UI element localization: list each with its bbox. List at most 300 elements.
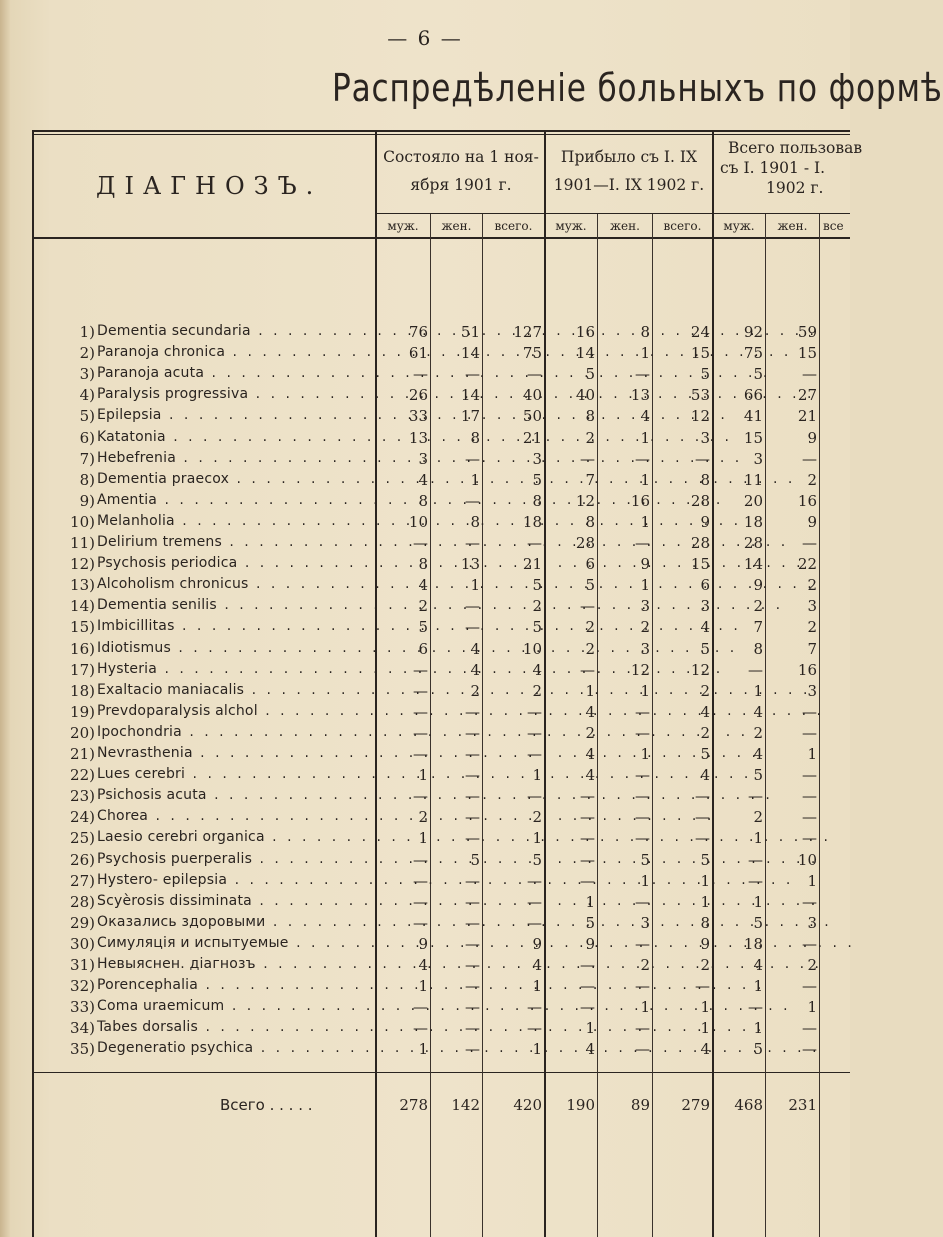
table-row (0, 935, 850, 955)
diagnosis-name: Симуляція и испытуемые . . . (97, 935, 375, 951)
table-cell: — (465, 745, 480, 763)
table-cell: 2 (640, 618, 650, 637)
diagnosis-name: Scyèrosis dissiminata . . . (97, 893, 375, 909)
total-cell: 142 (451, 1096, 480, 1114)
table-cell: — (527, 365, 542, 384)
table-cell: 7 (585, 470, 595, 489)
table-cell: 4 (532, 956, 542, 974)
table-cell: 16 (797, 491, 817, 510)
table-cell: 9 (753, 576, 763, 595)
table-cell: — (695, 829, 710, 848)
diagnosis-name: Hebefrenia . . . (97, 450, 375, 466)
table-cell: — (635, 829, 650, 848)
table-cell: 5 (532, 850, 542, 869)
table-cell: 3 (700, 428, 710, 447)
table-cell: 1 (753, 892, 763, 911)
table-cell: — (580, 449, 595, 468)
table-cell: — (465, 913, 480, 932)
table-cell: — (465, 1040, 480, 1059)
table-cell: — (465, 808, 480, 827)
table-row (0, 534, 850, 554)
table-cell: 21 (797, 407, 817, 426)
table-cell: 1 (470, 470, 480, 489)
table-cell: — (465, 956, 480, 974)
table-cell: 2 (532, 681, 542, 700)
table-cell: — (580, 998, 595, 1017)
table-cell: 4 (585, 766, 595, 785)
table-cell: — (635, 534, 650, 552)
row-number: 10) (70, 512, 95, 531)
table-cell: — (413, 892, 428, 911)
table-cell: — (748, 660, 763, 679)
subheader-male: муж. (555, 219, 587, 233)
table-top-rule (32, 130, 850, 132)
table-cell: 12 (690, 407, 710, 426)
table-row (0, 703, 850, 723)
table-cell: 17 (460, 407, 480, 426)
table-cell: 1 (470, 576, 480, 595)
table-cell: 20 (743, 491, 763, 510)
table-cell: 41 (743, 407, 763, 426)
table-cell: 1 (585, 892, 595, 911)
row-number: 9) (79, 491, 95, 510)
table-cell: — (413, 365, 428, 384)
table-cell: — (580, 850, 595, 869)
table-cell: 9 (585, 934, 595, 953)
diagnosis-name: Psychosis puerperalis . . . (97, 851, 375, 867)
table-cell: 1 (640, 576, 650, 595)
table-cell: 4 (640, 407, 650, 426)
subheader-female: жен. (610, 219, 640, 233)
group-header-arrived: Прибыло съ I. IX 1901—I. IX 1902 г. (553, 148, 705, 194)
table-cell: 2 (807, 956, 817, 974)
table-cell: — (748, 787, 763, 806)
table-cell: 1 (418, 766, 428, 785)
table-cell: — (635, 787, 650, 806)
table-top-rule-thin (32, 134, 850, 135)
table-cell: 8 (585, 512, 595, 531)
table-cell: 3 (640, 913, 650, 932)
table-cell: — (527, 913, 542, 932)
subheader-total: все (823, 219, 844, 233)
table-cell: 1 (753, 829, 763, 848)
table-cell: 1 (753, 977, 763, 996)
table-cell: — (527, 998, 542, 1017)
diagnosis-name: Degeneratio psychica . . . (97, 1040, 375, 1056)
table-cell: 5 (532, 576, 542, 595)
table-cell: — (465, 618, 480, 637)
table-cell: 1 (640, 681, 650, 700)
table-cell: 2 (753, 723, 763, 742)
table-cell: 14 (575, 344, 595, 363)
diagnosis-name: Coma uraemicum . . . (97, 998, 375, 1014)
diagnosis-header: ДІАГНОЗЪ. (96, 172, 323, 200)
table-cell: — (635, 808, 650, 827)
table-cell: 5 (640, 850, 650, 869)
table-cell: 14 (743, 555, 763, 574)
row-number: 29) (70, 913, 95, 932)
row-number: 12) (70, 555, 95, 574)
row-number: 16) (70, 639, 95, 658)
group-header-total-treated: Всего пользовав съ I. 1901 - I. 1902 г. (720, 139, 863, 197)
row-number: 28) (70, 892, 95, 911)
table-cell: 2 (532, 808, 542, 827)
table-cell: 2 (700, 681, 710, 700)
table-cell: 2 (585, 428, 595, 447)
table-cell: 2 (585, 723, 595, 742)
table-row (0, 851, 850, 871)
table-cell: — (465, 934, 480, 953)
row-number: 20) (70, 723, 95, 742)
table-cell: 5 (585, 576, 595, 595)
table-cell: — (527, 702, 542, 721)
table-cell: 4 (700, 702, 710, 721)
diagnosis-name: Amentia . . . (97, 492, 375, 508)
row-number: 6) (79, 428, 95, 447)
table-cell: 1 (418, 829, 428, 848)
table-cell: — (748, 871, 763, 890)
row-number: 27) (70, 871, 95, 890)
table-row (0, 640, 850, 660)
diagnosis-name: Paranoja acuta . . . (97, 365, 375, 381)
table-row (0, 513, 850, 533)
table-cell: 1 (640, 428, 650, 447)
table-cell: 4 (700, 618, 710, 637)
row-number: 8) (79, 470, 95, 489)
table-cell: — (802, 702, 817, 721)
table-row (0, 661, 850, 681)
diagnosis-name: Idiotismus . . . (97, 640, 375, 656)
diagnosis-name: Dementia secundaria . . . (97, 323, 375, 339)
table-cell: 1 (532, 1040, 542, 1059)
table-cell: 13 (630, 386, 650, 405)
table-cell: — (580, 956, 595, 974)
diagnosis-name: Paralysis progressiva . . . (97, 386, 375, 402)
row-number: 4) (79, 386, 95, 405)
table-row (0, 998, 850, 1018)
table-cell: 5 (700, 639, 710, 658)
table-row (0, 724, 850, 744)
table-cell: 5 (700, 365, 710, 384)
diagnosis-name: Imbicillitas . . . (97, 618, 375, 634)
total-cell: 420 (513, 1096, 542, 1114)
table-cell: 18 (743, 512, 763, 531)
table-row (0, 956, 850, 976)
table-cell: 1 (807, 745, 817, 763)
table-cell: — (802, 934, 817, 953)
table-row (0, 745, 850, 765)
table-cell: 1 (640, 344, 650, 363)
table-cell: 1 (640, 745, 650, 763)
table-cell: 28 (743, 534, 763, 552)
table-cell: 14 (460, 386, 480, 405)
table-cell: 2 (585, 618, 595, 637)
table-cell: 12 (630, 660, 650, 679)
table-cell: 51 (460, 323, 480, 341)
table-cell: — (413, 534, 428, 552)
table-cell: 127 (513, 323, 542, 341)
table-cell: 10 (522, 639, 542, 658)
table-cell: 1 (640, 871, 650, 890)
table-row (0, 407, 850, 427)
row-number: 18) (70, 681, 95, 700)
table-cell: 28 (690, 491, 710, 510)
diagnosis-name: Paranoja chronica . . . (97, 344, 375, 360)
table-cell: 1 (585, 681, 595, 700)
table-cell: 14 (460, 344, 480, 363)
table-cell: 3 (418, 449, 428, 468)
table-cell: 40 (522, 386, 542, 405)
table-cell: 2 (807, 618, 817, 637)
table-cell: 4 (418, 956, 428, 974)
table-cell: 2 (640, 956, 650, 974)
table-cell: — (802, 892, 817, 911)
table-row (0, 787, 850, 807)
table-cell: 8 (470, 512, 480, 531)
row-number: 15) (70, 618, 95, 637)
diagnosis-name: Hystero- epilepsia . . . (97, 872, 375, 888)
table-cell: 1 (753, 1019, 763, 1038)
table-row (0, 829, 850, 849)
diagnosis-name: Epilepsia . . . (97, 407, 375, 423)
table-cell: — (635, 723, 650, 742)
table-cell: 9 (700, 934, 710, 953)
table-cell: 21 (522, 428, 542, 447)
table-cell: 5 (700, 850, 710, 869)
table-cell: 1 (585, 1019, 595, 1038)
table-cell: 27 (797, 386, 817, 405)
table-cell: — (635, 934, 650, 953)
table-cell: — (802, 829, 817, 848)
table-cell: — (413, 1019, 428, 1038)
table-row (0, 1019, 850, 1039)
table-cell: 5 (418, 618, 428, 637)
table-cell: — (465, 491, 480, 510)
table-cell: — (802, 808, 817, 827)
row-number: 34) (70, 1019, 95, 1038)
subheader-male: муж. (387, 219, 419, 233)
table-cell: — (748, 850, 763, 869)
table-cell: 4 (753, 702, 763, 721)
table-cell: 1 (532, 977, 542, 996)
table-row (0, 872, 850, 892)
table-cell: 75 (522, 344, 542, 363)
row-number: 11) (70, 534, 95, 552)
table-cell: 1 (700, 871, 710, 890)
table-cell: — (413, 787, 428, 806)
page-number: — 6 — (387, 26, 463, 50)
table-cell: — (527, 534, 542, 552)
diagnosis-name: Exaltacio maniacalis . . . (97, 682, 375, 698)
table-cell: — (465, 597, 480, 616)
table-cell: — (413, 702, 428, 721)
row-number: 21) (70, 745, 95, 763)
table-cell: — (802, 723, 817, 742)
page-title: Распредѣленіе больныхъ по формѣ (332, 66, 943, 110)
table-row (0, 365, 850, 385)
row-number: 19) (70, 702, 95, 721)
diagnosis-name: Psychosis periodica . . . (97, 555, 375, 571)
table-cell: 28 (690, 534, 710, 552)
table-cell: — (465, 723, 480, 742)
table-cell: — (465, 871, 480, 890)
table-cell: 10 (408, 512, 428, 531)
table-cell: 16 (575, 323, 595, 341)
table-cell: 18 (522, 512, 542, 531)
diagnosis-name: Tabes dorsalis . . . (97, 1019, 375, 1035)
table-cell: — (802, 787, 817, 806)
totals-rule (32, 1072, 850, 1073)
table-row (0, 1040, 850, 1060)
table-cell: 15 (690, 344, 710, 363)
table-cell: 3 (700, 597, 710, 616)
table-cell: 1 (700, 1019, 710, 1038)
table-cell: 1 (532, 766, 542, 785)
row-number: 1) (79, 323, 95, 341)
table-cell: — (580, 808, 595, 827)
table-cell: 28 (575, 534, 595, 552)
table-cell: 4 (700, 1040, 710, 1059)
table-cell: 11 (743, 470, 763, 489)
diagnosis-name: Psichosis acuta . . . (97, 787, 375, 803)
table-row (0, 386, 850, 406)
row-number: 13) (70, 576, 95, 595)
table-cell: 10 (797, 850, 817, 869)
group-header-rule (376, 213, 850, 214)
table-cell: — (527, 787, 542, 806)
row-number: 26) (70, 850, 95, 869)
table-cell: 8 (753, 639, 763, 658)
row-number: 23) (70, 787, 95, 806)
table-cell: 4 (418, 576, 428, 595)
table-cell: 5 (700, 745, 710, 763)
table-cell: — (695, 808, 710, 827)
table-cell: 7 (807, 639, 817, 658)
row-number: 30) (70, 934, 95, 953)
table-cell: 3 (532, 449, 542, 468)
table-cell: 4 (700, 766, 710, 785)
table-cell: 2 (700, 956, 710, 974)
table-row (0, 893, 850, 913)
table-cell: — (802, 766, 817, 785)
table-cell: 3 (640, 597, 650, 616)
table-cell: 9 (700, 512, 710, 531)
table-cell: — (580, 597, 595, 616)
table-cell: 15 (743, 428, 763, 447)
diagnosis-name: Dementia praecox . . . (97, 471, 375, 487)
table-cell: 15 (690, 555, 710, 574)
table-cell: 3 (807, 681, 817, 700)
diagnosis-name: Ipochondria . . . (97, 724, 375, 740)
table-cell: 13 (408, 428, 428, 447)
table-cell: — (635, 1040, 650, 1059)
table-cell: 33 (408, 407, 428, 426)
table-cell: 4 (753, 745, 763, 763)
table-cell: 1 (640, 512, 650, 531)
table-cell: 4 (418, 470, 428, 489)
header-bottom-rule (32, 237, 850, 239)
table-row (0, 429, 850, 449)
table-cell: — (465, 1019, 480, 1038)
table-cell: 2 (807, 576, 817, 595)
table-cell: 5 (532, 470, 542, 489)
diagnosis-name: Prevdoparalysis alchol . . . (97, 703, 375, 719)
table-cell: 1 (418, 977, 428, 996)
table-cell: 9 (532, 934, 542, 953)
table-row (0, 808, 850, 828)
table-cell: — (465, 534, 480, 552)
table-cell: — (635, 365, 650, 384)
diagnosis-name: Chorea . . . (97, 808, 375, 824)
table-cell: — (465, 787, 480, 806)
table-cell: 6 (585, 555, 595, 574)
table-cell: — (580, 829, 595, 848)
table-cell: 3 (640, 639, 650, 658)
total-cell: 279 (681, 1096, 710, 1114)
table-cell: — (635, 1019, 650, 1038)
table-cell: 2 (700, 723, 710, 742)
row-number: 25) (70, 829, 95, 848)
table-cell: 66 (743, 386, 763, 405)
table-cell: 3 (753, 449, 763, 468)
table-cell: — (802, 365, 817, 384)
table-cell: 4 (585, 745, 595, 763)
table-row (0, 555, 850, 575)
table-cell: 4 (470, 660, 480, 679)
table-cell: 4 (470, 639, 480, 658)
diagnosis-name: Hysteria . . . (97, 661, 375, 677)
table-cell: — (802, 1040, 817, 1059)
table-cell: — (695, 977, 710, 996)
diagnosis-name: Невыяснен. діагнозъ . . . (97, 956, 375, 972)
table-cell: 5 (753, 1040, 763, 1059)
row-number: 32) (70, 977, 95, 996)
table-cell: 8 (700, 913, 710, 932)
subheader-female: жен. (441, 219, 472, 233)
table-cell: — (580, 871, 595, 890)
table-cell: — (635, 977, 650, 996)
row-number: 5) (79, 407, 95, 426)
table-cell: 15 (797, 344, 817, 363)
table-cell: 8 (585, 407, 595, 426)
table-cell: 8 (532, 491, 542, 510)
table-cell: — (413, 660, 428, 679)
diagnosis-name: Porencephalia . . . (97, 977, 375, 993)
table-cell: — (802, 534, 817, 552)
diagnosis-name: Оказались здоровыми . . . (97, 914, 375, 930)
table-cell: 2 (753, 808, 763, 827)
table-cell: 40 (575, 386, 595, 405)
diagnosis-name: Melanholia . . . (97, 513, 375, 529)
table-cell: 1 (753, 681, 763, 700)
table-cell: 76 (408, 323, 428, 341)
table-row (0, 492, 850, 512)
table-cell: — (527, 745, 542, 763)
table-cell: 61 (408, 344, 428, 363)
table-cell: — (465, 998, 480, 1017)
table-cell: 5 (470, 850, 480, 869)
diagnosis-name: Dementia senilis . . . (97, 597, 375, 613)
table-cell: — (802, 977, 817, 996)
table-cell: 6 (700, 576, 710, 595)
table-row (0, 766, 850, 786)
table-cell: 4 (585, 1040, 595, 1059)
table-cell: 2 (470, 681, 480, 700)
table-cell: 21 (522, 555, 542, 574)
table-cell: 5 (585, 365, 595, 384)
table-cell: 2 (807, 470, 817, 489)
table-cell: 4 (532, 660, 542, 679)
